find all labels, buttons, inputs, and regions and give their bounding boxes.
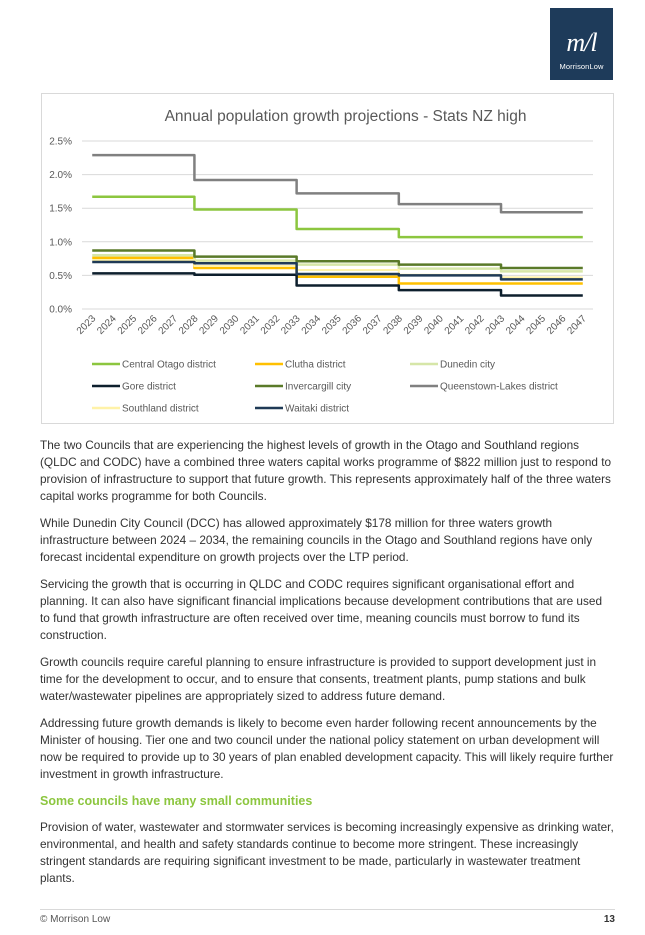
y-tick-label: 2.5% [49, 136, 72, 148]
x-tick-label: 2029 [197, 313, 221, 337]
x-tick-label: 2023 [74, 313, 99, 337]
section-heading: Some councils have many small communities [40, 794, 313, 808]
y-tick-label: 1.0% [49, 237, 72, 249]
chart-title: Annual population growth projections - Stats NZ high [164, 108, 527, 125]
x-tick-label: 2043 [483, 313, 508, 337]
footer-copyright: © Morrison Low [40, 914, 111, 925]
x-tick-label: 2038 [381, 313, 405, 337]
legend-label: Dunedin city [440, 359, 496, 371]
legend-label: Central Otago district [122, 359, 216, 371]
population-growth-chart [41, 93, 614, 424]
legend-label: Invercargill city [285, 381, 352, 393]
x-tick-label: 2033 [279, 313, 303, 337]
x-tick-label: 2030 [217, 313, 242, 337]
x-tick-label: 2040 [422, 313, 446, 337]
paragraph-small-communities: Provision of water, wastewater and stormwater services is becoming increasingly expensive as drinking water, environmental, and health and safety standards continue to become more stringent. These increasingly stringent standards are requiring significant investment to be made, particularly in wastewater treatment plants. [40, 820, 614, 885]
x-tick-label: 2047 [565, 313, 589, 337]
x-tick-label: 2046 [544, 313, 569, 337]
logo-text: MorrisonLow [559, 62, 604, 71]
paragraph-growth-councils: The two Councils that are experiencing the highest levels of growth in the Otago and Southland regions (QLDC and CODC) have a combined three waters capital works programme of $822 million just to respond to provision of infrastructure to support that future growth. This represents approximately half of the three waters capital works programme for both Councils. [40, 438, 612, 503]
x-tick-label: 2039 [401, 313, 426, 337]
x-tick-label: 2044 [504, 313, 528, 337]
x-tick-label: 2041 [442, 313, 467, 337]
x-tick-label: 2045 [524, 313, 549, 337]
x-tick-label: 2028 [177, 313, 201, 337]
y-tick-label: 0.5% [49, 270, 72, 282]
page-number: 13 [603, 914, 615, 925]
series-line [92, 197, 583, 237]
legend-label: Gore district [122, 381, 176, 393]
paragraph-future-demands: Addressing future growth demands is likely to become even harder following recent announcements by the Minister of housing. Tier one and two council under the national policy statement on urban development will now be required to provide up to 30 years of plan enabled development capacity. This will likely require further investment in growth infrastructure. [40, 716, 614, 781]
footer-divider [40, 909, 615, 910]
chart-svg [42, 94, 615, 425]
x-tick-label: 2025 [115, 313, 140, 337]
paragraph-dunedin: While Dunedin City Council (DCC) has allowed approximately $178 million for three waters growth infrastructure between 2024 – 2034, the remaining councils in the Otago and Southland regions have only forecast incidental expenditure on growth projects over the LTP period. [40, 516, 593, 564]
legend-label: Clutha district [285, 359, 346, 371]
logo-mark: m/l [566, 28, 597, 57]
legend-label: Southland district [122, 403, 199, 415]
paragraph-planning: Growth councils require careful planning to ensure infrastructure is provided to support development just in time for the development to occur, and to ensure that consents, treatment plants, pump stations and bulk water/wastewater pipelines are appropriately sized to address future demand. [40, 655, 597, 703]
x-tick-label: 2037 [360, 313, 385, 337]
series-line [92, 155, 583, 212]
legend-label: Queenstown-Lakes district [440, 381, 558, 393]
x-tick-label: 2042 [463, 313, 487, 337]
y-tick-label: 2.0% [49, 170, 72, 182]
x-tick-label: 2026 [136, 313, 160, 337]
x-tick-label: 2027 [156, 313, 181, 337]
paragraph-servicing-growth: Servicing the growth that is occurring in QLDC and CODC requires significant organisational effort and planning. It can also have significant financial implications because development contributions that are used to fund that growth infrastructure are often received over time, meaning councils must borrow to fund its construction. [40, 577, 603, 642]
x-tick-label: 2036 [340, 313, 365, 337]
body-text [40, 437, 615, 897]
x-tick-label: 2035 [320, 313, 344, 337]
y-tick-label: 1.5% [49, 203, 72, 215]
morrisonlow-logo [550, 8, 613, 80]
x-tick-label: 2024 [95, 313, 119, 337]
x-tick-label: 2032 [258, 313, 283, 337]
x-tick-label: 2034 [299, 313, 324, 337]
y-tick-label: 0.0% [49, 304, 72, 316]
x-tick-label: 2031 [238, 313, 262, 337]
legend-label: Waitaki district [285, 403, 350, 415]
